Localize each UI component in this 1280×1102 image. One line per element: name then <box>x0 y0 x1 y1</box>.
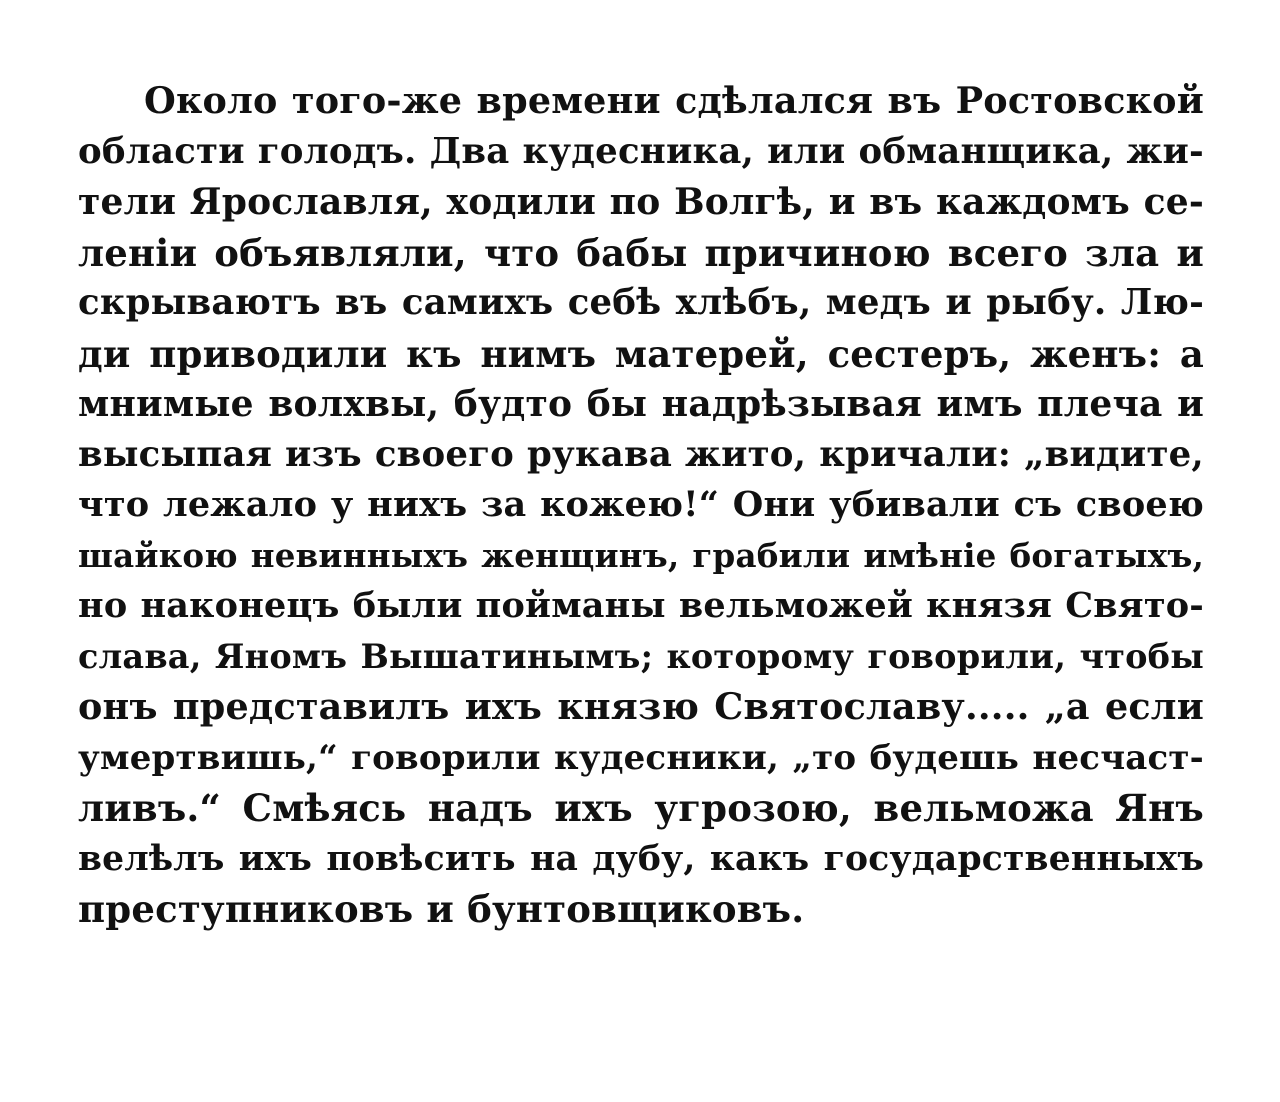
text-line: шайкою невинныхъ женщинъ, грабили имѣнiе богатыхъ, <box>78 535 1204 575</box>
text-line: мнимые волхвы, будто бы надрѣзывая имъ плеча и <box>78 383 1204 425</box>
text-line: ливъ.“ Смѣясь надъ ихъ угрозою, вельможа Янъ <box>78 786 1204 830</box>
text-line: ди приводили къ нимъ матерей, сестеръ, женъ: а <box>78 331 1204 376</box>
text-line: что лежало у нихъ за кожею!“ Они убивали съ своею <box>78 484 1204 525</box>
text-line: Около того-же времени сдѣлался въ Ростовской <box>144 79 1204 122</box>
text-line: ленiи объявляли, что бабы причиною всего зла и <box>78 230 1204 275</box>
text-line: умертвишь,“ говорили кудесники, „то будешь несчаст- <box>78 737 1204 778</box>
text-line: но наконецъ были пойманы вельможей князя Свято- <box>78 585 1204 626</box>
text-line: онъ представилъ ихъ князю Святославу..... „а если <box>78 685 1204 728</box>
text-line: тели Ярославля, ходили по Волгѣ, и въ каждомъ се- <box>78 181 1204 223</box>
paragraph <box>78 76 1204 935</box>
text-line: высыпая изъ своего рукава жито, кричали: „видите, <box>78 433 1204 475</box>
text-line: велѣлъ ихъ повѣсить на дубу, какъ государственныхъ <box>78 838 1204 879</box>
text-line: скрываютъ въ самихъ себѣ хлѣбъ, медъ и рыбу. Лю- <box>78 282 1204 323</box>
text-line: преступниковъ и бунтовщиковъ. <box>78 887 805 931</box>
text-line: области голодъ. Два кудесника, или обманщика, жи- <box>78 130 1204 172</box>
text-line: слава, Яномъ Вышатинымъ; которому говорили, чтобы <box>78 636 1204 676</box>
